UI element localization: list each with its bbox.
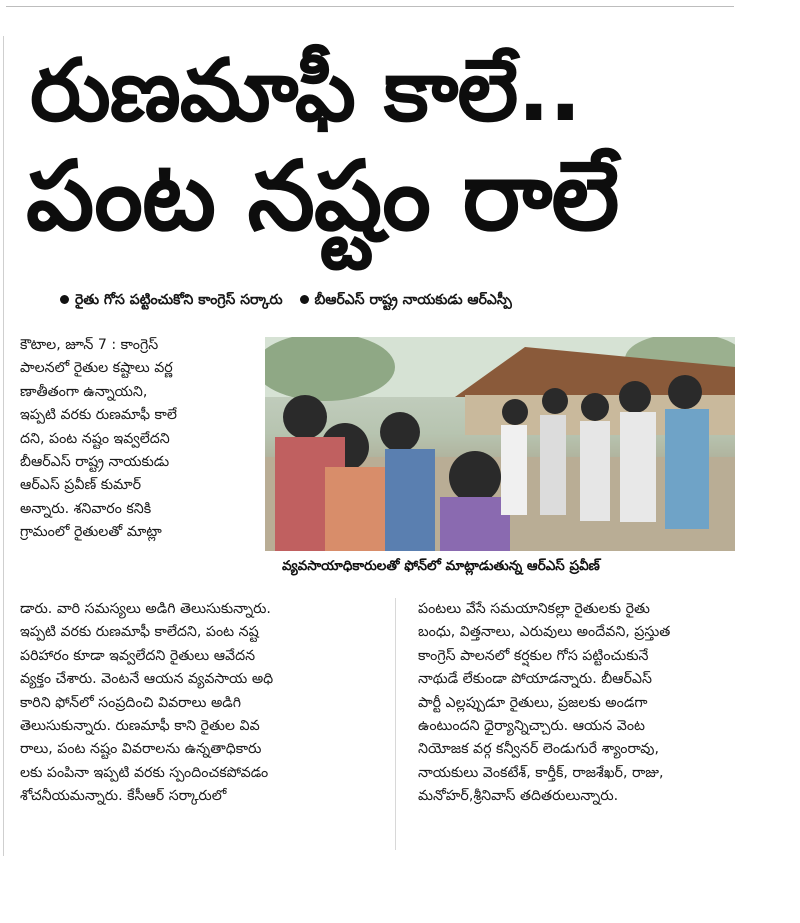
article-line: ఆర్ఎస్ ప్రవీణ్ కుమార్	[20, 477, 141, 494]
article-line: నియోజక వర్గ కన్వీనర్ లెండుగురే శ్యాంరావు,	[418, 741, 659, 758]
article-line: డారు. వారి సమస్యలు అడిగి తెలుసుకున్నారు.	[20, 601, 271, 617]
bullet-icon	[300, 295, 309, 304]
top-rule	[6, 6, 734, 7]
photo-illustration	[265, 337, 735, 551]
article-line: ఇప్పటి వరకు రుణమాఫీ కాలే	[20, 407, 177, 424]
column-divider	[395, 598, 396, 850]
article-line: ణాతీతంగా ఉన్నాయని,	[20, 383, 148, 400]
subdeck-text: రైతు గోస పట్టించుకోని కాంగ్రెస్ సర్కారు	[75, 292, 283, 308]
article-line: బీఆర్ఎస్ రాష్ట్ర నాయకుడు	[20, 454, 170, 471]
news-photo	[265, 337, 735, 551]
article-line: మనోహర్,శ్రీనివాస్ తదితరులున్నారు.	[418, 788, 619, 805]
headline-line-2: పంట నష్టం రాలే	[26, 140, 619, 252]
bullet-icon	[60, 295, 69, 304]
article-line: పాలనలో రైతుల కష్టాలు వర్ణ	[20, 360, 173, 377]
article-line: కారిని ఫోన్‌లో సంప్రదించి వివరాలు అడిగి	[20, 694, 242, 711]
article-line: లకు పంపినా ఇప్పటి వరకు స్పందించకపోవడం	[20, 764, 269, 781]
article-line: నాథుడే లేకుండా పోయాడన్నారు. బీఆర్ఎస్	[418, 671, 652, 688]
left-margin-rule	[3, 36, 4, 856]
headline-line-1: రుణమాఫీ కాలే..	[30, 41, 581, 141]
subdeck	[60, 292, 750, 311]
article-column-right	[418, 598, 738, 809]
article-line: పంటలు వేసే సమయానికల్లా రైతులకు రైతు	[418, 601, 650, 617]
article-line: నాయకులు వెంకటేశ్, కార్తీక్, రాజశేఖర్, రాజు,	[418, 764, 664, 781]
article-line: బంధు, విత్తనాలు, ఎరువులు అందేవని, ప్రస్తుత	[418, 624, 671, 641]
article-line: ఉంటుందని ధైర్యాన్నిచ్చారు. ఆయన వెంట	[418, 718, 645, 735]
subdeck-item	[300, 292, 512, 308]
article-line: శోచనీయమన్నారు. కేసీఆర్ సర్కారులో	[20, 788, 227, 805]
article-column-left-top	[20, 334, 258, 545]
article-column-left-bottom	[20, 598, 382, 809]
article-line: గ్రామంలో రైతులతో మాట్లా	[20, 524, 162, 541]
article-line: తెలుసుకున్నారు. రుణమాఫీ కాని రైతుల వివ	[20, 718, 260, 735]
article-line: దని, పంట నష్టం ఇవ్వలేదని	[20, 430, 170, 447]
article-line: అన్నారు. శనివారం కనికి	[20, 500, 152, 517]
article-line: ఇప్పటి వరకు రుణమాఫీ కాలేదని, పంట నష్ట	[20, 624, 259, 641]
article-line: పరిహారం కూడా ఇవ్వలేదని రైతులు ఆవేదన	[20, 647, 256, 664]
article-line: కౌటాల, జూన్ 7 : కాంగ్రెస్	[20, 337, 159, 353]
article-line: రాలు, పంట నష్టం వివరాలను ఉన్నతాధికారు	[20, 741, 262, 758]
subdeck-item	[60, 292, 283, 308]
subdeck-text: బీఆర్ఎస్ రాష్ట్ర నాయకుడు ఆర్ఎస్పీ	[314, 292, 512, 308]
photo-caption: వ్యవసాయాధికారులతో ఫోన్‌లో మాట్లాడుతున్న ఆర్ఎస్ ప్రవీణ్	[282, 558, 600, 574]
article-line: కాంగ్రెస్ పాలనలో కర్షకుల గోస పట్టించుకునే	[418, 647, 649, 664]
article-line: వ్యక్తం చేశారు. వెంటనే ఆయన వ్యవసాయ అధి	[20, 671, 274, 688]
article-line: పార్టీ ఎల్లప్పుడూ రైతులు, ప్రజలకు అండగా	[418, 694, 648, 711]
